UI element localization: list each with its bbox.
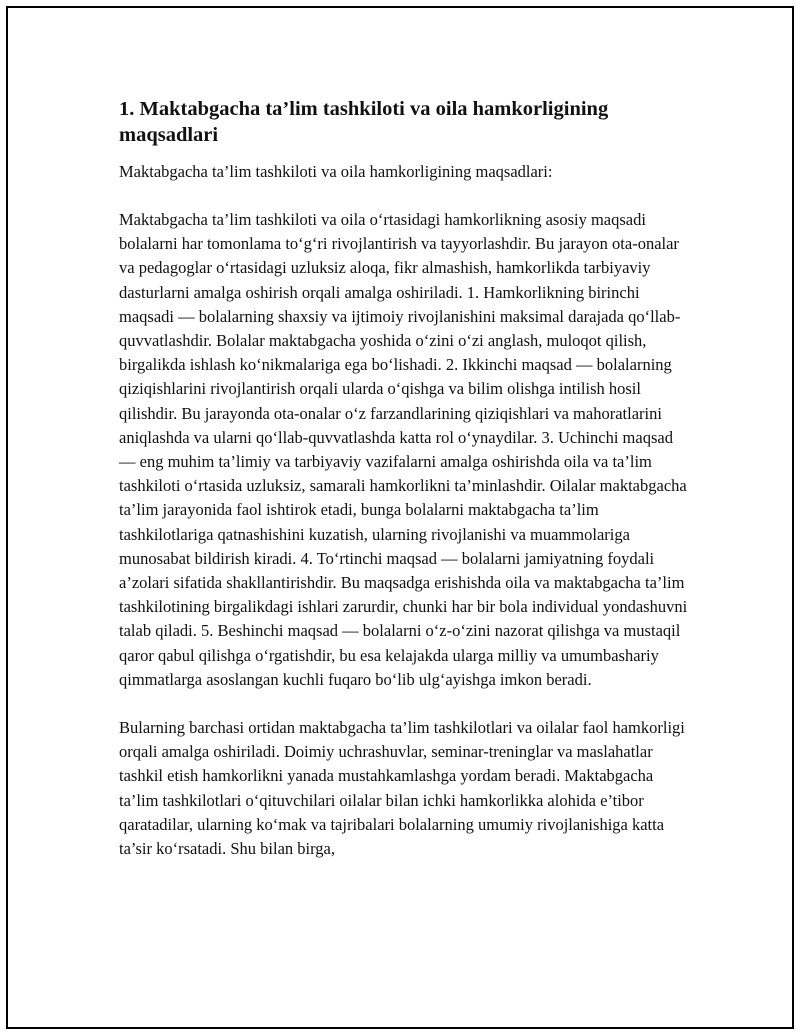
paragraph-cooperation: Bularning barchasi ortidan maktabgacha ta’lim tashkilotlari va oilalar faol hamkorligi orqali amalga oshiriladi. Doimiy uchrashuvlar, seminar-treninglar va maslahatlar tashkil etish hamkorlikni yanada mustahkamlashga yordam beradi. Maktabgacha ta’lim tashkilotlari o‘qituvchilari oilalar bilan ichki hamkorlikka alohida e’tibor qaratadilar, ularning ko‘mak va tajribalari bolalarning umumiy rivojlanishiga katta ta’sir ko‘rsatadi. Shu bilan birga, [119,718,685,859]
section-heading: 1. Maktabgacha ta’lim tashkiloti va oila hamkorligining maqsadlari [119,98,609,146]
paragraph-goals: Maktabgacha ta’lim tashkiloti va oila o‘rtasidagi hamkorlikning asosiy maqsadi bolalarni har tomonlama to‘g‘ri rivojlantirish va tayyorlashdir. Bu jarayon ota-onalar va pedagoglar o‘rtasidagi uzluksiz aloqa, fikr almashish, hamkorlikda tarbiyaviy dasturlarni amalga oshirish orqali amalga oshiriladi. 1. Hamkorlikning birinchi maqsadi — bolalarning shaxsiy va ijtimoiy rivojlanishini maksimal darajada qo‘llab-quvvatlashdir. Bolalar maktabgacha yoshida o‘zini o‘zi anglash, muloqot qilish, birgalikda ishlash ko‘nikmalariga ega bo‘lishadi. 2. Ikkinchi maqsad — bolalarning qiziqishlarini rivojlantirish orqali ularda o‘qishga va bilim olishga intilish hosil qilishdir. Bu jarayonda ota-onalar o‘z farzandlarining qiziqishlari va mahoratlarini aniqlashda va ularni qo‘llab-quvvatlashda katta rol o‘ynaydilar. 3. Uchinchi maqsad — eng muhim ta’limiy va tarbiyaviy vazifalarni amalga oshirishda oila va ta’lim tashkiloti o‘rtasida uzluksiz, samarali hamkorlikni ta’minlashdir. Oilalar maktabgacha ta’lim jarayonida faol ishtirok etadi, bunga bolalarni maktabgacha ta’lim tashkilotlariga qatnashishini kuzatish, ularning rivojlanishi va muammolariga munosabat bildirish kiradi. 4. To‘rtinchi maqsad — bolalarni jamiyatning foydali a’zolari sifatida shakllantirishdir. Bu maqsadga erishishda oila va maktabgacha ta’lim tashkilotining birgalikdagi ishlari zarurdir, chunki har bir bola individual yondashuvni talab qiladi. 5. Beshinchi maqsad — bolalarni o‘z-o‘zini nazorat qilishga va mustaqil qaror qabul qilishga o‘rgatishdir, bu esa kelajakda ularga milliy va umumbashariy qimmatlarga asoslangan kuchli fuqaro bo‘lib ulg‘ayishga imkon beradi. [119,210,688,689]
document-body [119,96,691,885]
page-frame [6,6,794,1029]
intro-line: Maktabgacha ta’lim tashkiloti va oila hamkorligining maqsadlari: [119,162,553,181]
